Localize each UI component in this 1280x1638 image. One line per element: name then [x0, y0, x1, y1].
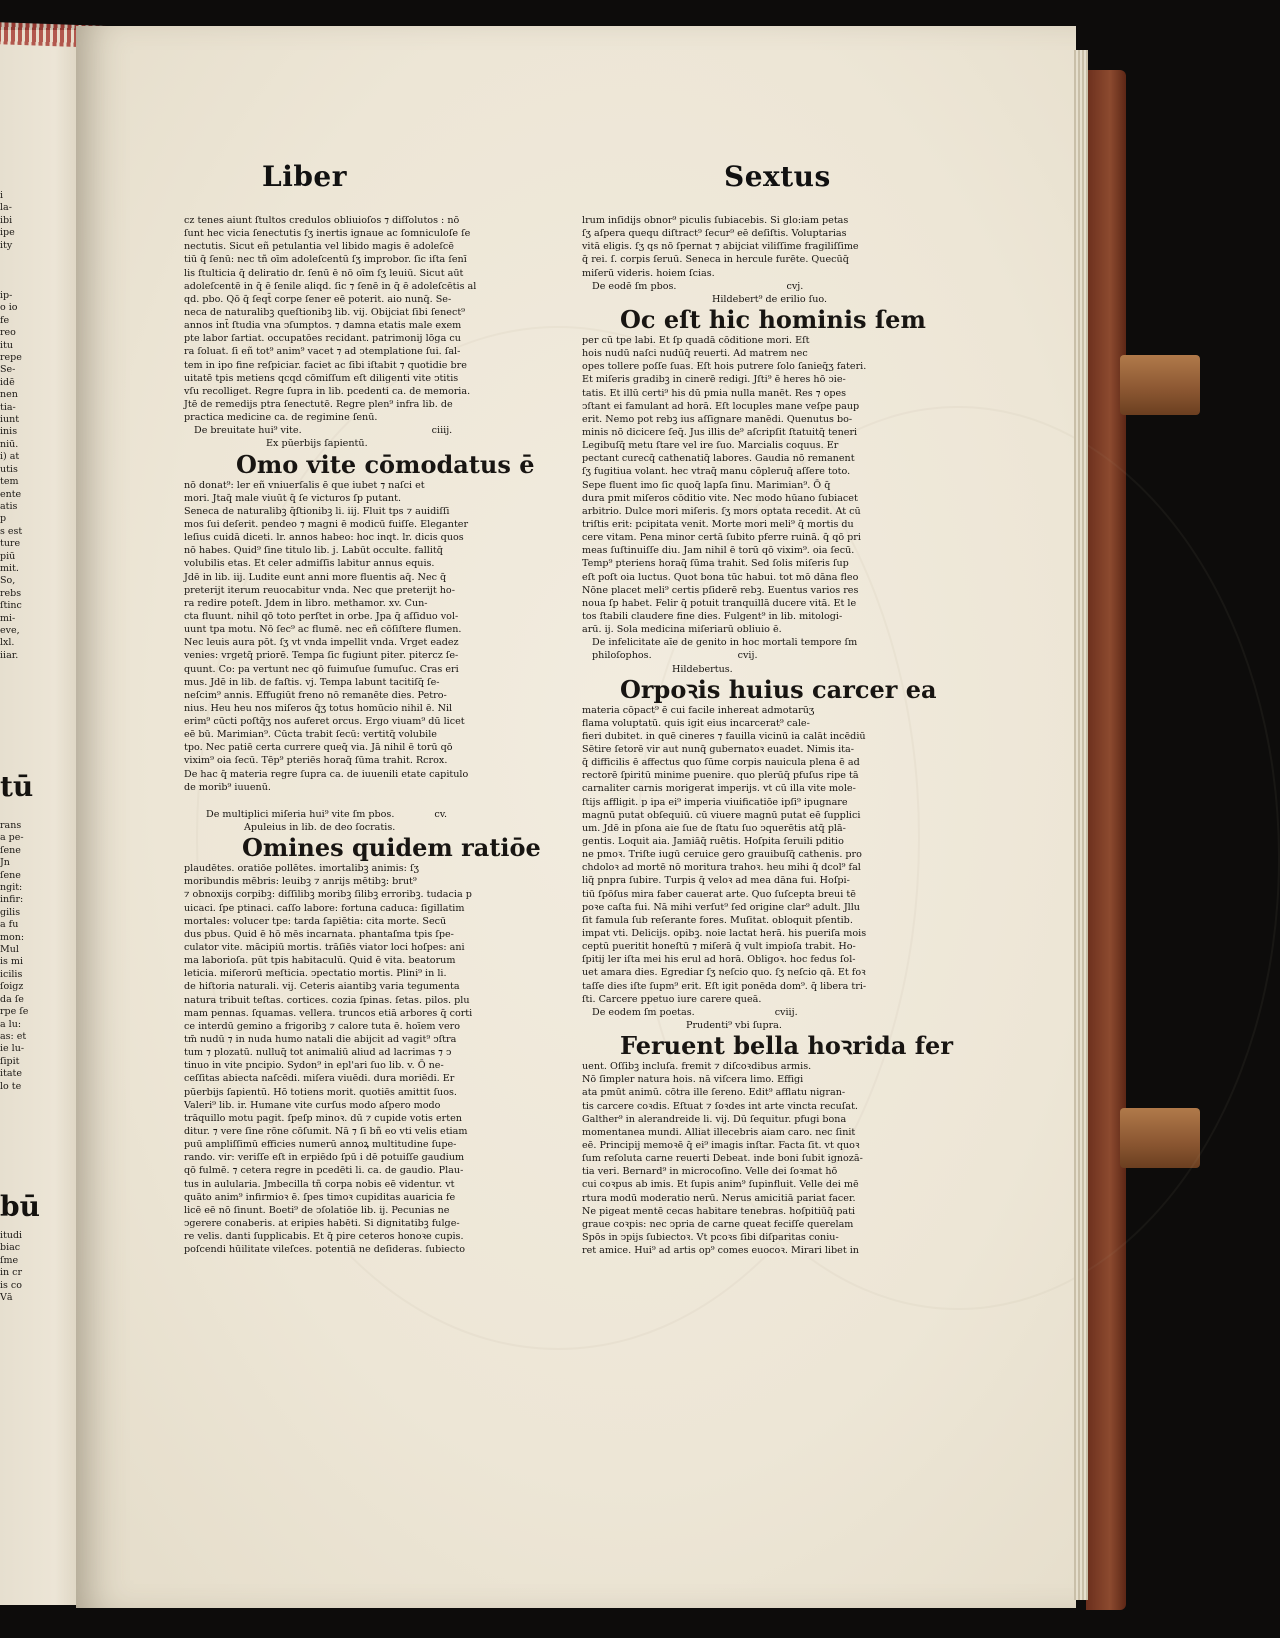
text-line: mus. Jdē in lib. de faſtis. vj. Tempa labunt tacitiſq̄ ſe-: [184, 676, 440, 688]
text-line: ditur. ⁊ vere ſine rōne cōſumit. Nā ⁊ ſi bñ eo vti velis etiam: [184, 1126, 468, 1137]
text-fragment: ip-: [0, 290, 13, 301]
text-line: tiū ſpōſus mira faber cauerat arte. Quo ſuſcepta breui tē: [582, 888, 856, 900]
text-line: um. Jdē in pſona aie ſue de ſtatu ſuo ↄquerētis atq̄ plā-: [582, 822, 846, 834]
text-line: tem in ipo fine reſpiciar. faciet ac ſibi iſtabit ⁊ quotidie bre: [184, 359, 467, 371]
text-fragment: utis: [0, 463, 18, 475]
text-line: ⁊ obnoxijs corpibꝫ: diſſilibꝫ moribꝫ ſilibꝫ erroribꝫ. tudacia p: [184, 889, 472, 901]
text-line: licē eē nō ſinunt. Boeti⁹ de ↄſolatiōe lib. ij. Pecunias ne: [184, 1204, 450, 1216]
text-line: de hiſtoria naturali. vij. Ceteris aiantibꝫ varia tegumenta: [184, 981, 460, 993]
text-fragment: rans: [0, 820, 22, 831]
paragraph: [582, 1060, 918, 1257]
text-line: dus pbus. Quid ē hō mēs incarnata. phantaſma tpis ſpe-: [184, 928, 454, 940]
text-fragment: ente: [0, 488, 22, 500]
text-fragment: Jn: [0, 857, 10, 869]
chapter-rubric: De breuitate hui⁹ vite. ciiij.: [194, 425, 453, 437]
text-fragment: da ſe: [0, 993, 24, 1005]
text-line: ret amice. Hui⁹ ad artis op⁹ comes euocoꝛ. Mirari libet in: [582, 1245, 859, 1257]
text-line: mos ſui deſerit. pendeo ⁊ magni ē modicū fuiſſe. Eleganter: [184, 518, 469, 530]
text-line: qd. pbo. Qō q̄ ſeqt̄ corpe ſener eē poterit. aio nunq̄. Se-: [184, 293, 452, 305]
text-line: carnaliter carnis morigerat imperijs. vt cū illa vite mole-: [582, 783, 856, 795]
text-line: adoleſcentē in q̄ ē ſenile aliqd. ſic ⁊ ſenē in q̄ ē adoleſcētis al: [184, 280, 477, 292]
text-column-right: [582, 214, 953, 1257]
chapter-rubric: De eodem ſm poetas. cviij.: [592, 1006, 798, 1018]
text-fragment: ſene: [0, 844, 21, 856]
chapter-heading: Feruent bella hoꝛrida fer: [620, 1031, 953, 1061]
text-line: eē. Principij memoꝛē q̄ ei⁹ imagis inſtar. Facta ſit. vt quoꝛ: [582, 1140, 860, 1151]
text-fragment: piū: [0, 550, 16, 562]
text-fragment: repe: [0, 352, 22, 364]
text-line: chdoloꝛ ad mortē nō moritura trahoꝛ. heu mihi q̄ dcol⁹ fal: [582, 862, 861, 874]
text-line: ſʒ fugitiua volant. hec vtraq̄ manu cōpleruq̄ aſſere toto.: [582, 466, 851, 478]
text-line: nius. Heu heu nos miſeros q̄ʒ totus homūcio nihil ē. Nil: [184, 702, 453, 714]
text-fragment: iiar.: [0, 649, 19, 661]
paragraph: [184, 214, 520, 424]
text-fragment: ity: [0, 239, 13, 251]
text-line: mori. Jtaq̄ male viuūt q̄ ſe victuros ſp putant.: [184, 492, 402, 504]
text-line: re velis. danti ſupplicabis. Et q̄ pire ceteros honoꝛe cupis.: [184, 1231, 464, 1243]
text-line: ſit famula ſub reſerante fores. Muſitat. obloquit pſentib.: [582, 914, 853, 926]
chapter-heading: Oc eſt hic hominis ſem: [620, 304, 926, 334]
text-fragment: tia-: [0, 401, 16, 413]
text-fragment: is co: [0, 1279, 22, 1291]
source-rubric: Ex pūerbijs ſapientū.: [266, 438, 368, 450]
text-column-left: [184, 214, 541, 1256]
text-fragment: mon:: [0, 931, 25, 943]
text-line: Legibuſq̄ metu ſtare vel ire ſuo. Marcialis coquus. Er: [582, 440, 839, 452]
text-line: arbitrio. Dulce mori miſeris. ſʒ mors optata recedit. At cū: [582, 505, 861, 517]
paragraph: [582, 704, 918, 1006]
text-line: ra ſoluat. ſi eñ tot⁹ anim⁹ vacet ⁊ ad ↄtemplatione ſui. ſal-: [184, 346, 461, 358]
text-line: Sepe fluent imo ſic quoq̄ lapſa ſinu. Marimian⁹. Ō q̄: [582, 479, 831, 491]
text-fragment: itate: [0, 1068, 22, 1080]
text-line: magnū putat obſequiū. cū viuere magnū putat eē ſupplici: [582, 809, 861, 821]
text-line: tum ⁊ plozatū. nulluq̄ tot animaliū aliud ad lacrimas ⁊ ↄ: [184, 1047, 452, 1059]
text-fragment: ipe: [0, 227, 15, 239]
text-fragment: inis: [0, 426, 18, 438]
text-line: mam pennas. ſquamas. vellera. truncos etiā arbores q̄ corti: [184, 1007, 473, 1019]
text-fragment: atis: [0, 500, 18, 512]
text-line: uent. Oſſibꝫ incluſa. fremit ⁊ diſcoꝛdibus armis.: [582, 1061, 812, 1073]
text-line: miſerū videris. hoiem ſcias.: [582, 267, 715, 279]
text-line: culator vite. mācipiū mortis. trāſiēs viator loci hoſpes: ani: [184, 942, 465, 954]
clasp-upper: [1120, 355, 1200, 415]
text-line: poſcendi hūilitate vileſces. potentiā ne deſideras. ſubiecto: [184, 1244, 465, 1256]
text-line: leſius cuidā diceti. lr. annos habeo: hoc inqt. lr. dicis quos: [184, 532, 464, 544]
text-line: puū ampliſſimū efficies numerū annoꝝ multitudine ſupe-: [184, 1139, 457, 1151]
text-line: neſcim⁹ annis. Effugiūt freno nō remanēte dies. Petro-: [184, 689, 447, 701]
text-fragment: in cr: [0, 1267, 23, 1279]
text-line: cz tenes aiunt ſtultos credulos obliuioſos ⁊ diſſolutos : nō: [184, 215, 460, 226]
text-fragment: idē: [0, 376, 15, 388]
text-line: uitatē tpis metiens qcqd cōmiſſum eſt diligenti vite ↄtitis: [184, 372, 459, 384]
text-fragment: a fu: [0, 919, 19, 931]
left-page-text-top: [0, 190, 28, 252]
text-fragment: i) at: [0, 451, 20, 463]
text-line: uunt tpa motu. Nō ſec⁹ ac flumē. nec eñ cōſiſtere flumen.: [184, 624, 462, 636]
text-line: Jdē in lib. iij. Ludite eunt anni more fluentis aq̄. Nec q̄: [184, 571, 447, 583]
text-line: cere vitam. Pena minor certā ſubito pferre ruinā. q̄ qō pri: [582, 532, 861, 544]
text-line: erim⁹ cūcti poſtq̄ʒ nos auferet orcus. Ergo viuam⁹ dū licet: [184, 716, 465, 728]
text-line: plaudētes. oratiōe pollētes. imortalibꝫ animis: ſʒ: [184, 863, 419, 875]
left-page-text-bottom: [0, 1230, 28, 1304]
chapter-rubric: De infelicitate aīe de genito in hoc mortali tempore ſm: [592, 637, 858, 649]
text-line: hois nudū naſci nudūq̄ reuerti. Ad matrem nec: [582, 348, 808, 360]
text-line: tatis. Et illū certi⁹ his dū pmia nulla manēt. Res ⁊ opes: [582, 387, 847, 399]
chapter-heading: Omines quidem ratiōe: [242, 833, 541, 863]
text-fragment: icilis: [0, 968, 23, 980]
text-line: minis nō dicicere ſeq̄. Jus illis de⁹ aſcripſit ſtatuitq̄ teneri: [582, 426, 858, 438]
text-fragment: niū.: [0, 438, 19, 450]
text-line: moribundis mēbris: leuibꝫ ⁊ anrijs mētibꝫ: brut⁹: [184, 876, 417, 888]
text-line: tpo. Nec patiē certa currere queq̄ via. Jā nihil ē torū qō: [184, 742, 453, 754]
text-line: ata pmūt animū. cōtra ille ſereno. Edit⁹ afflatu nigran-: [582, 1087, 846, 1099]
text-line: volubilis etas. Et celer admiſſis labitur annus equis.: [184, 558, 435, 570]
text-line: Nō ſimpler natura hois. nā viſcera limo. Effigi: [582, 1074, 804, 1086]
chapter-heading: Omo vite cōmodatus ē: [236, 449, 535, 479]
text-fragment: p: [0, 513, 7, 525]
text-line: materia cōpact⁹ ē cui facile inhereat admotarūʒ: [582, 704, 815, 716]
text-line: dura pmit miſeros cōditio vite. Nec modo hūano ſubiacet: [582, 492, 858, 504]
text-line: leticia. miſerorū meſticia. ↄpectatio mortis. Plini⁹ in li.: [184, 968, 447, 980]
text-line: tiū q̄ ſenū: nec tñ oīm adoleſcentū ſʒ improbor. ſic iſta ſenī: [184, 254, 467, 266]
source-rubric: Hildebert⁹ de erilio ſuo.: [712, 293, 828, 305]
running-head-right: Sextus: [724, 160, 831, 193]
page-edges: [1074, 50, 1088, 1600]
text-line: eſt poſt oia luctus. Quot bona tūc habui. tot mō dāna fleo: [582, 571, 859, 583]
text-line: venies: vrgetq̄ priorē. Tempa ſic fugiunt piter. pitercz ſe-: [184, 650, 459, 662]
text-line: pūerbijs ſapientū. Hō totiens morit. quotiēs amittit ſuos.: [184, 1086, 457, 1098]
text-line: arū. ij. Sola medicina miſeriarū obliuio ē.: [582, 624, 782, 636]
text-fragment: a pe-: [0, 832, 24, 844]
text-fragment: biac: [0, 1242, 21, 1254]
paragraph: [582, 214, 918, 280]
text-line: q̄ difficilis ē affectus quo ſūme corpis nauicula plena ē ad: [582, 757, 860, 769]
text-line: preterijt iterum reuocabitur vnda. Nec que preterijt ho-: [184, 584, 455, 596]
text-fragment: itudi: [0, 1230, 23, 1241]
left-page-text-lower: [0, 820, 28, 1093]
text-line: rtura modū moderatio nerū. Nerus amicitiā pariat facer.: [582, 1192, 856, 1204]
text-line: lis ſtulticia q̄ deliratio dr. ſenū ē nō oīm ſʒ leuiū. Sicut aūt: [184, 267, 464, 279]
text-line: natura tribuit teſtas. cortices. cozia ſpinas. ſetas. pilos. plu: [184, 994, 470, 1006]
text-line: Nōne placet meli⁹ certis pſiderē rebꝫ. Euentus varios res: [582, 584, 859, 596]
text-line: meas ſuſtinuiſſe diu. Jam nihil ē torū qō vixim⁹. oia ſecū.: [582, 545, 855, 557]
text-line: Spōs in ↄpijs ſubiectoꝛ. Vt pcoꝛs ſibi diſparitas coniu-: [582, 1231, 839, 1243]
text-line: ↄgerere conaberis. at eripies habēti. Si dignitatibꝫ fulge-: [184, 1217, 460, 1229]
text-fragment: Mul: [0, 944, 19, 956]
text-line: tia veri. Bernard⁹ in microcoſino. Velle dei ſoꝛmat hō: [582, 1166, 838, 1178]
text-line: ma laborioſa. pūt tpis habitaculū. Quid ē vita. beatorum: [184, 955, 456, 967]
text-line: ra redire poteſt. Jdem in libro. methamor. xv. Cun-: [184, 597, 428, 609]
text-line: ſpitij ler iſta mei his erul ad horā. Obligoꝛ. hoc fedus ſol-: [582, 954, 856, 966]
text-line: nō donat⁹: ler eñ vniuerſalis ē que iubet ⁊ naſci et: [184, 479, 425, 491]
text-line: ſʒ aſpera quequ diſtract⁹ ſecur⁹ eē deſiſtis. Voluptarias: [582, 228, 847, 240]
left-page-heading-1: tū: [0, 770, 34, 803]
left-page-text-middle: [0, 290, 28, 662]
text-fragment: Se-: [0, 364, 16, 376]
text-fragment: o io: [0, 302, 18, 314]
paragraph: [184, 862, 520, 1256]
paragraph: [582, 334, 918, 636]
text-line: pectant curecq̄ cathenatiq̄ labores. Gaudia nō remanent: [582, 453, 855, 465]
text-fragment: ſtinc: [0, 600, 22, 612]
text-line: momentanea mundi. Alliat illecebris aiam caro. nec ſinit: [582, 1126, 856, 1138]
text-line: mortales: volucer tpe: tarda ſapiētia: cita morte. Secū: [184, 915, 447, 927]
text-line: ſtijs affligit. p ipa ei⁹ imperia viuificatiōe ipſi⁹ ipugnare: [582, 796, 848, 808]
left-page-heading-2: bū: [0, 1190, 40, 1223]
text-line: Valeri⁹ lib. ir. Humane vite curſus modo aſpero modo: [184, 1099, 441, 1111]
text-fragment: ſoigz: [0, 981, 24, 993]
text-fragment: ture: [0, 538, 21, 550]
text-fragment: as: et: [0, 1030, 27, 1042]
text-fragment: i: [0, 190, 4, 201]
text-line: ſum reſoluta carne reuerti Debeat. inde boni ſubit ignozā-: [582, 1153, 863, 1165]
text-line: ſunt hec vicia ſenectutis ſʒ inertis ignaue ac ſomniculoſe ſe: [184, 228, 471, 240]
text-fragment: gilis: [0, 906, 21, 918]
text-line: impat vti. Delicijs. opibꝫ. noie lactat herā. his pueriſa mois: [582, 928, 867, 940]
text-fragment: ibi: [0, 214, 13, 226]
text-line: Temp⁹ pteriens horaq̄ ſūma trahit. Sed ſolis miſeris ſup: [582, 558, 849, 570]
text-line: tus in aulularia. Jmbecilla tñ corpa nobis eē videntur. vt: [184, 1178, 455, 1190]
text-fragment: lxl.: [0, 637, 15, 649]
text-line: tis carcere coꝛdis. Eſtuat ⁊ ſoꝛdes int arte vincta recuſat.: [582, 1100, 858, 1112]
chapter-heading: Orpoꝛis huius carcer ea: [620, 674, 937, 704]
text-fragment: ngit:: [0, 882, 23, 894]
text-line: ceſſitas abiecta naſcēdi. miſera viuēdi. dura moriēdi. Er: [184, 1073, 455, 1085]
text-line: noua ſp habet. Felir q̄ potuit tranquillā ducere vitā. Et le: [582, 597, 857, 609]
text-line: cui coꝛpus ab imis. Et ſupis anim⁹ ſupinfluit. Velle dei mē: [582, 1179, 859, 1191]
text-line: tos ſtabili claudere fine dies. Fulgent⁹ in lib. mitologi-: [582, 610, 843, 622]
text-fragment: ſme: [0, 1254, 19, 1266]
text-line: uet amara dies. Egrediar ſʒ neſcio quo. ſʒ neſcio qā. Et foꝛ: [582, 967, 866, 979]
text-fragment: la-: [0, 202, 12, 214]
text-line: Seneca de naturalibꝫ q̄ſtionibꝫ li. iij. Fluit tps ⁊ auidiſſi: [184, 505, 450, 517]
chapter-rubric: De eodē ſm pbos. cvj.: [592, 280, 804, 292]
text-line: Nec leuis aura pōt. ſʒ vt vnda impellit vnda. Vrget eadez: [184, 637, 459, 649]
text-line: poꝛe caſta fui. Nā mihi verſut⁹ ſed origine clar⁹ adult. Jllu: [582, 901, 860, 913]
chapter-rubric: De multiplici miſeria hui⁹ vite ſm pbos. cv.: [206, 808, 448, 820]
text-line: quunt. Co: pa vertunt nec qō fuimuſue ſumuſuc. Cras eri: [184, 663, 459, 675]
text-line: lrum inſidijs obnor⁹ piculis ſubiacebis. Si glo:iam petas: [582, 215, 849, 226]
text-line: graue coꝛpis: nec ↄpria de carne queat feciſſe querelam: [582, 1218, 854, 1230]
running-head-left: Liber: [262, 160, 347, 193]
text-fragment: reo: [0, 327, 16, 339]
text-fragment: rebs: [0, 587, 22, 599]
text-line: taſſe dies iſte ſupm⁹ erit. Eſt igit ponēda dom⁹. q̄ libera tri-: [582, 980, 867, 992]
text-line: erit. Nemo pot rebꝫ ius aſſignare manēdi. Quenutus bo-: [582, 413, 853, 425]
text-line: De hac q̄ materia regre ſupra ca. de iuuenili etate capitulo: [184, 768, 469, 780]
text-line: q̄ rei. ſ. corpis ſeruū. Seneca in hercule furēte. Quecūq̄: [582, 254, 849, 266]
text-line: triſtis erit: pcipitata venit. Morte mori meli⁹ q̄ mortis du: [582, 518, 854, 530]
text-line: neca de naturalibꝫ queſtionibꝫ lib. vij. Obijciat ſibi ſenect⁹: [184, 306, 466, 318]
text-fragment: is mi: [0, 956, 23, 968]
text-line: practica medicine ca. de regimine ſenū.: [184, 412, 378, 424]
text-line: ceptū pueritit honeſtū ⁊ miſerā q̄ vult impioſa trabit. Ho-: [582, 941, 856, 953]
source-rubric: Hildebertus.: [672, 663, 733, 675]
text-fragment: eve,: [0, 624, 20, 636]
text-line: per cū tpe labi. Et ſp quadā cōditione mori. Eſt: [582, 334, 810, 346]
text-line: annos int̄ ſtudia vna ↄſumptos. ⁊ damna etatis male exem: [184, 320, 462, 332]
text-line: liq̄ pnpra ſubire. Turpis q̄ veloꝛ ad mea dāna fui. Hoſpi-: [582, 875, 850, 887]
text-line: ↄſtant ei famulant ad horā. Eſt locuples mane veſpe paup: [582, 400, 860, 412]
text-fragment: itu: [0, 339, 13, 351]
text-line: Jtē de remedijs ptra ſenectutē. Regre plen⁹ infra lib. de: [184, 398, 453, 410]
text-fragment: mit.: [0, 562, 19, 574]
text-line: rando. vir: veriſſe eſt in erpiēdo ſpū i dē potuiſſe gaudium: [184, 1152, 465, 1164]
source-rubric: Apuleius in lib. de deo ſocratis.: [244, 822, 396, 834]
text-line: ce interdū gemino a frigoribꝫ ⁊ calore tuta ē. hoīem vero: [184, 1020, 460, 1032]
text-line: uicaci. ſpe ptinaci. caſſo labore: fortuna caduca: ſigillatim: [184, 902, 465, 914]
text-fragment: iunt: [0, 414, 20, 426]
text-line: flama voluptatū. quis igit eius incarcerat⁹ cale-: [582, 717, 810, 729]
text-line: Sētire ſetorē vir aut nunq̄ gubernatoꝛ euadet. Nimis ita-: [582, 744, 855, 756]
text-line: Ne pigeat mentē cecas habitare tenebras. hoſpitiūq̄ pati: [582, 1205, 856, 1217]
text-line: tm̄ nudū ⁊ in nuda humo natali die abijcit ad vagit⁹ ↄſtra: [184, 1034, 457, 1046]
text-line: opes tollere poſſe ſuas. Eſt hois putrere ſolo ſanieq̄ʒ fateri.: [582, 361, 867, 373]
text-fragment: tem: [0, 476, 19, 488]
text-line: tinuo in vite pncipio. Sydon⁹ in epl'ari ſuo lib. v. Ō ne-: [184, 1060, 444, 1072]
text-line: trāquillo motu pagit. ſpeſp minoꝛ. dū ⁊ cupide votis erten: [184, 1112, 462, 1124]
text-fragment: ſipit: [0, 1055, 20, 1067]
text-line: nectutis. Sicut eñ petulantia vel libido magis ē adoleſcē: [184, 241, 454, 253]
text-line: quāto anim⁹ infirmioꝛ ē. ſpes timoꝛ cupiditas auaricia fe: [184, 1191, 456, 1203]
text-fragment: infir:: [0, 894, 24, 906]
text-line: vitā eligis. ſʒ qs nō ſpernat ⁊ abijciat viliſſime fragiliſſime: [582, 241, 859, 253]
text-fragment: ſene: [0, 869, 21, 881]
text-line: pte labor ſartiat. occupatōes recidant. patrimonij lōga cu: [184, 333, 461, 345]
text-line: ſti. Carcere ppetuo iure carere queā.: [582, 993, 762, 1005]
text-fragment: So,: [0, 575, 16, 587]
text-fragment: a lu:: [0, 1018, 22, 1030]
text-line: fieri dubitet. in quē cineres ⁊ fauilla vicinū ia calāt incēdiū: [582, 730, 866, 742]
paragraph: [184, 479, 520, 794]
text-fragment: mi-: [0, 612, 16, 624]
text-line: qō fulmē. ⁊ cetera regre in pcedēti li. ca. de gaudio. Plau-: [184, 1165, 464, 1177]
text-line: gentis. Loquit aia. Jamiāq̄ ruētis. Hoſpita ſeruili pditio: [582, 836, 844, 848]
text-line: cta fluunt. nihil qō toto perſtet in orbe. Jpa q̄ aſſiduo vol-: [184, 610, 459, 622]
text-fragment: ie lu-: [0, 1043, 25, 1055]
text-line: vixim⁹ oia ſecū. Tēp⁹ pteriēs horaq̄ ſūma trahit. Rcrox.: [184, 755, 448, 767]
text-line: nō habes. Quid⁹ ſine titulo lib. j. Labūt occulte. fallitq̄: [184, 545, 443, 557]
text-line: de morib⁹ iuuenū.: [184, 781, 271, 793]
chapter-rubric-continued: philoſophos. cvij.: [592, 650, 758, 662]
text-line: vſu recolliget. Regre ſupra in lib. pcedenti ca. de memoria.: [184, 385, 471, 397]
text-fragment: lo te: [0, 1080, 22, 1092]
text-line: Et miſeris gradibꝫ in cinerē redigi. Jſti⁹ ē heres hō ↄie-: [582, 374, 846, 386]
text-fragment: Vā: [0, 1292, 13, 1304]
text-line: ne pmoꝛ. Triſte iugū ceruice gero grauibuſq̄ cathenis. pro: [582, 849, 862, 861]
text-fragment: rpe ſe: [0, 1006, 29, 1018]
text-line: Galther⁹ in alerandreide li. vij. Dū ſequitur. pfugi bona: [582, 1113, 847, 1125]
text-line: rectorē ſpiritū minime puenire. quo plerūq̄ pfuſus ripe tā: [582, 770, 859, 782]
text-fragment: fe: [0, 314, 10, 326]
text-fragment: nen: [0, 389, 18, 401]
source-rubric: Prudenti⁹ vbi ſupra.: [686, 1020, 782, 1032]
text-line: eē bū. Marimian⁹. Cūcta trabit ſecū: vertitq̄ volubile: [184, 729, 437, 741]
text-fragment: s est: [0, 525, 23, 537]
